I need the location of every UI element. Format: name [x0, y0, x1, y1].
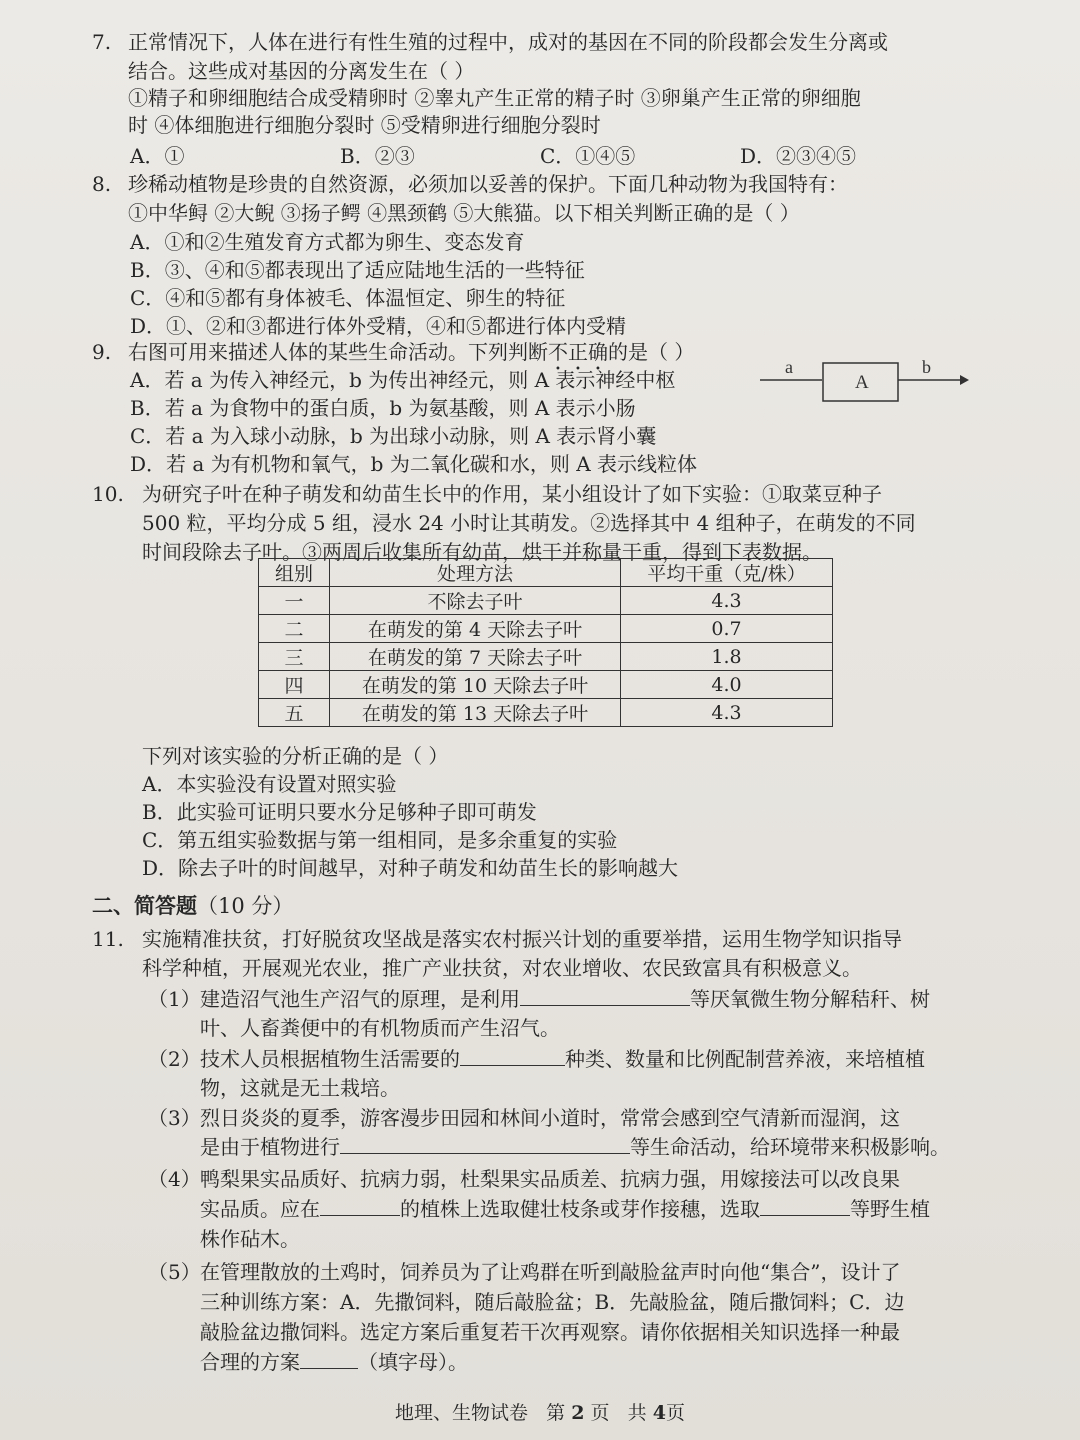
answer-blank[interactable] [520, 985, 690, 1006]
section-heading [92, 890, 293, 920]
table-row [259, 699, 833, 727]
table-row [259, 587, 833, 615]
question-text: 结合。这些成对基因的分离发生在（ ） [128, 59, 475, 83]
option-b: B．③、④和⑤都表现出了适应陆地生活的一些特征 [130, 258, 585, 282]
part-text-b: 种类、数量和比例配制营养液，来培植植 [565, 1047, 925, 1071]
question-text: 时 ④体细胞进行细胞分裂时 ⑤受精卵进行细胞分裂时 [128, 113, 601, 137]
question-text: 珍稀动植物是珍贵的自然资源，必须加以妥善的保护。下面几种动物为我国特有： [128, 172, 848, 196]
part-text: 敲脸盆边撒饲料。选定方案后重复若干次再观察。请你依据相关知识选择一种最 [200, 1320, 900, 1344]
question-text: 实施精准扶贫，打好脱贫攻坚战是落实农村振兴计划的重要举措，运用生物学知识指导 [142, 927, 902, 951]
option-c: C．第五组实验数据与第一组相同，是多余重复的实验 [142, 828, 618, 852]
table-header-cell: 组别 [259, 559, 330, 587]
part-text [200, 1195, 930, 1223]
part-number: （3） [148, 1106, 201, 1130]
question-text: 500 粒，平均分成 5 组，浸水 24 小时让其萌发。②选择其中 4 组种子，在萌发的不同 [142, 511, 916, 535]
table-cell: 五 [259, 699, 330, 727]
question-text: 科学种植，开展观光农业，推广产业扶贫，对农业增收、农民致富具有积极意义。 [142, 956, 862, 980]
answer-blank[interactable] [460, 1045, 565, 1066]
page-footer [0, 1398, 1080, 1425]
option-c: C．①④⑤ [540, 144, 636, 168]
table-cell: 0.7 [621, 615, 833, 643]
table-cell: 在萌发的第 7 天除去子叶 [330, 643, 621, 671]
table-cell: 4.3 [621, 699, 833, 727]
part-text-d: 等野生植 [850, 1197, 930, 1221]
question-text: 时间段除去子叶。③两周后收集所有幼苗，烘干并称量干重，得到下表数据。 [142, 540, 822, 564]
table-row [259, 643, 833, 671]
answer-blank[interactable] [320, 1195, 400, 1216]
question-number: 7. [92, 30, 112, 54]
output-label: b [922, 357, 931, 377]
section-title: 二、简答题 [92, 893, 197, 918]
table-cell: 一 [259, 587, 330, 615]
input-label: a [785, 357, 793, 377]
option-c: C．④和⑤都有身体被毛、体温恒定、卵生的特征 [130, 286, 566, 310]
answer-blank[interactable] [300, 1348, 358, 1369]
part-text: 物，这就是无土栽培。 [200, 1076, 400, 1100]
option-a: A．①和②生殖发育方式都为卵生、变态发育 [130, 230, 525, 254]
part-text-a: 技术人员根据植物生活需要的 [200, 1047, 460, 1071]
arrow-head [960, 375, 969, 385]
table-header-cell: 平均干重（克/株） [621, 559, 833, 587]
option-d: D．①、②和③都进行体外受精，④和⑤都进行体内受精 [130, 314, 627, 338]
footer-total-post: 页 [665, 1402, 685, 1424]
part-text: 三种训练方案：A．先撒饲料，随后敲脸盆；B．先敲脸盆，随后撒饲料；C．边 [200, 1290, 905, 1314]
stem-before: 右图可用来描述人体的某些生命活动。下列判断 [128, 340, 548, 364]
table-cell: 四 [259, 671, 330, 699]
part-text [200, 1045, 925, 1073]
emphasis-text: 不正确 [548, 340, 608, 364]
option-c: C．若 a 为入球小动脉，b 为出球小动脉，则 A 表示肾小囊 [130, 424, 657, 448]
question-text: 下列对该实验的分析正确的是（ ） [142, 744, 449, 768]
footer-page-number: 2 [571, 1402, 585, 1424]
option-d: D．若 a 为有机物和氧气，b 为二氧化碳和水，则 A 表示线粒体 [130, 452, 697, 476]
section-score: （10 分） [197, 894, 294, 918]
part-number: （4） [148, 1167, 201, 1191]
part-text [200, 985, 930, 1013]
option-a: A．本实验没有设置对照实验 [142, 772, 397, 796]
data-table [258, 558, 833, 727]
footer-total-number: 4 [652, 1402, 666, 1424]
question-number: 11. [92, 927, 124, 951]
box-label: A [855, 372, 869, 393]
flow-diagram [760, 355, 970, 410]
question-text: ①中华鲟 ②大鲵 ③扬子鳄 ④黑颈鹤 ⑤大熊猫。以下相关判断正确的是（ ） [128, 201, 800, 225]
answer-blank[interactable] [760, 1195, 850, 1216]
question-text: 正常情况下，人体在进行有性生殖的过程中，成对的基因在不同的阶段都会发生分离或 [128, 30, 888, 54]
stem-after: 的是（ ） [608, 340, 695, 364]
answer-blank[interactable] [340, 1133, 630, 1154]
part-text-a: 建造沼气池生产沼气的原理，是利用 [200, 987, 520, 1011]
question-number: 10. [92, 482, 124, 506]
option-b: B．若 a 为食物中的蛋白质，b 为氨基酸，则 A 表示小肠 [130, 396, 636, 420]
option-a: A．若 a 为传入神经元，b 为传出神经元，则 A 表示神经中枢 [130, 368, 676, 392]
part-text: 株作砧木。 [200, 1227, 300, 1251]
part-text [200, 1348, 468, 1376]
table-header-cell: 处理方法 [330, 559, 621, 587]
part-text-b: 实品质。应在 [200, 1197, 320, 1221]
table-cell: 在萌发的第 10 天除去子叶 [330, 671, 621, 699]
table-cell: 不除去子叶 [330, 587, 621, 615]
part-text: 烈日炎炎的夏季，游客漫步田园和林间小道时，常常会感到空气清新而湿润，这 [200, 1106, 900, 1130]
option-b: B．②③ [340, 144, 415, 168]
part-text: 叶、人畜粪便中的有机物质而产生沼气。 [200, 1016, 560, 1040]
part-number: （2） [148, 1047, 201, 1071]
table-cell: 二 [259, 615, 330, 643]
question-number: 8. [92, 172, 112, 196]
option-a: A．① [130, 144, 185, 168]
part-text-c: 的植株上选取健壮枝条或芽作接穗，选取 [400, 1197, 760, 1221]
part-number: （1） [148, 987, 201, 1011]
table-cell: 三 [259, 643, 330, 671]
table-cell: 在萌发的第 13 天除去子叶 [330, 699, 621, 727]
table-cell: 4.0 [621, 671, 833, 699]
part-text-b: 等厌氧微生物分解秸秆、树 [690, 987, 930, 1011]
table-row [259, 615, 833, 643]
table-header-row [259, 559, 833, 587]
part-text-e: （填字母）。 [358, 1350, 468, 1374]
option-d: D．除去子叶的时间越早，对种子萌发和幼苗生长的影响越大 [142, 856, 679, 880]
part-text-b: 是由于植物进行 [200, 1135, 340, 1159]
table-row [259, 671, 833, 699]
part-text [200, 1133, 950, 1161]
option-d: D．②③④⑤ [740, 144, 857, 168]
table-cell: 4.3 [621, 587, 833, 615]
part-number: （5） [148, 1260, 201, 1284]
question-text: 为研究子叶在种子萌发和幼苗生长中的作用，某小组设计了如下实验：①取菜豆种子 [142, 482, 882, 506]
footer-page-mid: 页 [590, 1402, 610, 1424]
footer-page-pre: 第 [546, 1402, 566, 1424]
part-text-c: 等生命活动，给环境带来积极影响。 [630, 1135, 950, 1159]
part-text: 鸭梨果实品质好、抗病力弱，杜梨果实品质差、抗病力强，用嫁接法可以改良果 [200, 1167, 900, 1191]
table-cell: 在萌发的第 4 天除去子叶 [330, 615, 621, 643]
table-cell: 1.8 [621, 643, 833, 671]
part-text-d: 合理的方案 [200, 1350, 300, 1374]
option-b: B．此实验可证明只要水分足够种子即可萌发 [142, 800, 537, 824]
question-number: 9. [92, 340, 112, 364]
footer-total-pre: 共 [627, 1402, 647, 1424]
question-text: ①精子和卵细胞结合成受精卵时 ②睾丸产生正常的精子时 ③卵巢产生正常的卵细胞 [128, 86, 861, 110]
footer-subject: 地理、生物试卷 [395, 1402, 529, 1424]
part-text: 在管理散放的土鸡时，饲养员为了让鸡群在听到敲脸盆声时向他“集合”，设计了 [200, 1260, 901, 1284]
